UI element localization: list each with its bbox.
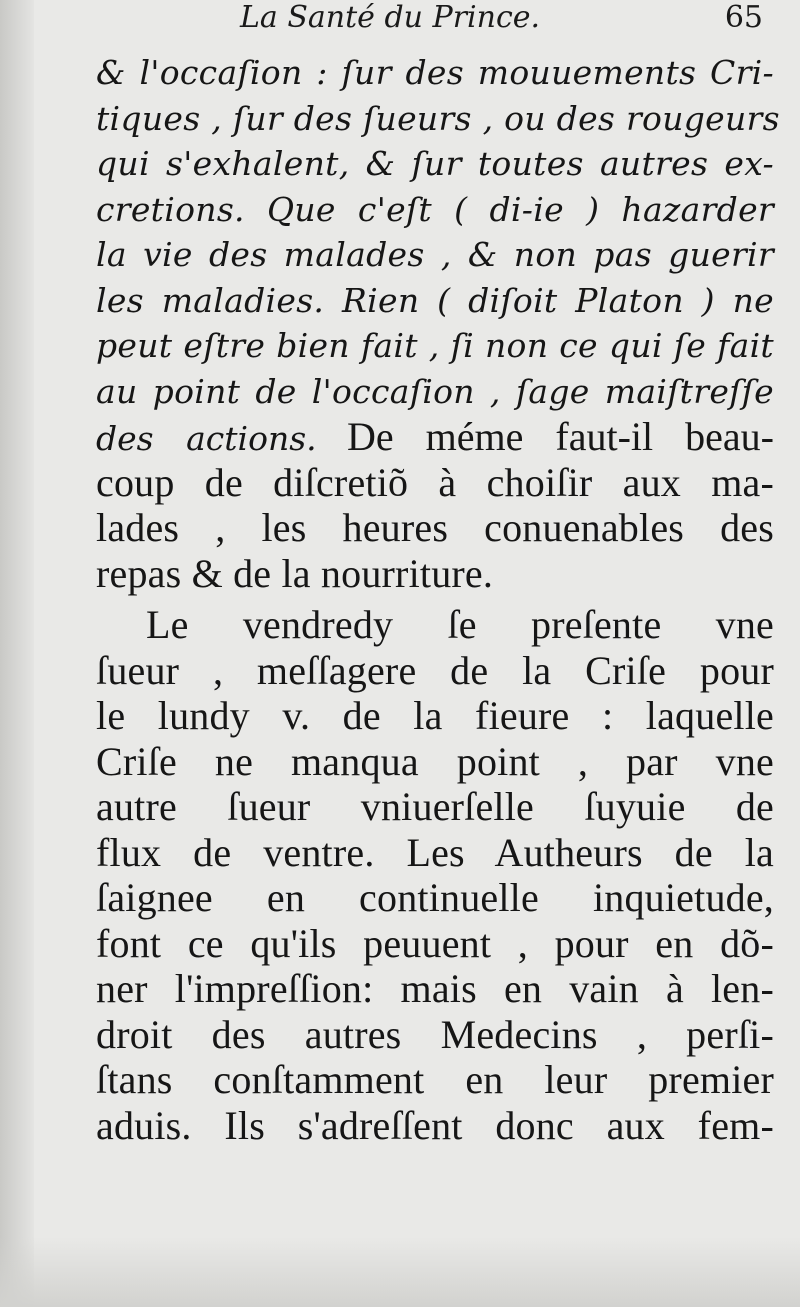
text-line: coup de diſcretiõ à choiſir aux ma- <box>96 459 774 505</box>
italic-phrase: des actions. <box>96 419 317 458</box>
body-text <box>96 50 780 1148</box>
text-line: qui s'exhalent, & ſur toutes autres ex- <box>96 144 774 183</box>
text-line: les maladies. Rien ( diſoit Platon ) ne <box>96 280 774 320</box>
text-line: & l'occaſion : ſur des mouuements Cri- <box>96 53 774 92</box>
text-line: ſtans conſtamment en leur premier <box>96 1057 774 1102</box>
text-line: autre ſueur vniuerſelle ſuyuie de <box>96 784 774 829</box>
running-header <box>240 0 775 44</box>
text-line: Criſe ne manqua point , par vne <box>96 738 774 784</box>
text-line: font ce qu'ils peuuent , pour en dõ- <box>96 920 774 966</box>
page-number: 65 <box>724 0 763 35</box>
text-line: cretions. Que c'eſt ( di-ie ) hazarder <box>96 189 774 229</box>
text-line: lades , les heures conuenables des <box>96 505 774 550</box>
text-line: flux de ventre. Les Autheurs de la <box>96 829 774 875</box>
page-bottom-shadow <box>0 1237 800 1307</box>
text-line: au point de l'occaſion , ſage maiſtreſſe <box>96 371 774 411</box>
text-line: repas & de la nourriture. <box>96 550 494 596</box>
text-line: aduis. Ils s'adreſſent donc aux fem- <box>96 1102 774 1148</box>
text-line <box>96 414 774 460</box>
page-edge-shadow <box>0 0 34 1307</box>
text-line: ſueur , meſſagere de la Criſe pour <box>96 647 774 693</box>
text-line: ner l'impreſſion: mais en vain à len- <box>96 966 774 1011</box>
text-line: peut eſtre bien fait , ſi non ce qui ſe fait <box>96 326 774 365</box>
text-line: le lundy v. de la fieure : laquelle <box>96 693 774 738</box>
paragraph-first-line: Le vendredy ſe preſente vne <box>146 602 774 647</box>
running-title: La Santé du Prince. <box>240 0 541 35</box>
roman-phrase: De méme faut-il beau- <box>346 414 774 459</box>
text-line: tiques , ſur des ſueurs , ou des rougeurs <box>96 98 780 138</box>
text-line: la vie des malades , & non pas guerir <box>96 235 774 274</box>
text-line: droit des autres Medecins , perſi- <box>96 1011 774 1057</box>
text-line: ſaignee en continuelle inquietude, <box>96 875 774 920</box>
